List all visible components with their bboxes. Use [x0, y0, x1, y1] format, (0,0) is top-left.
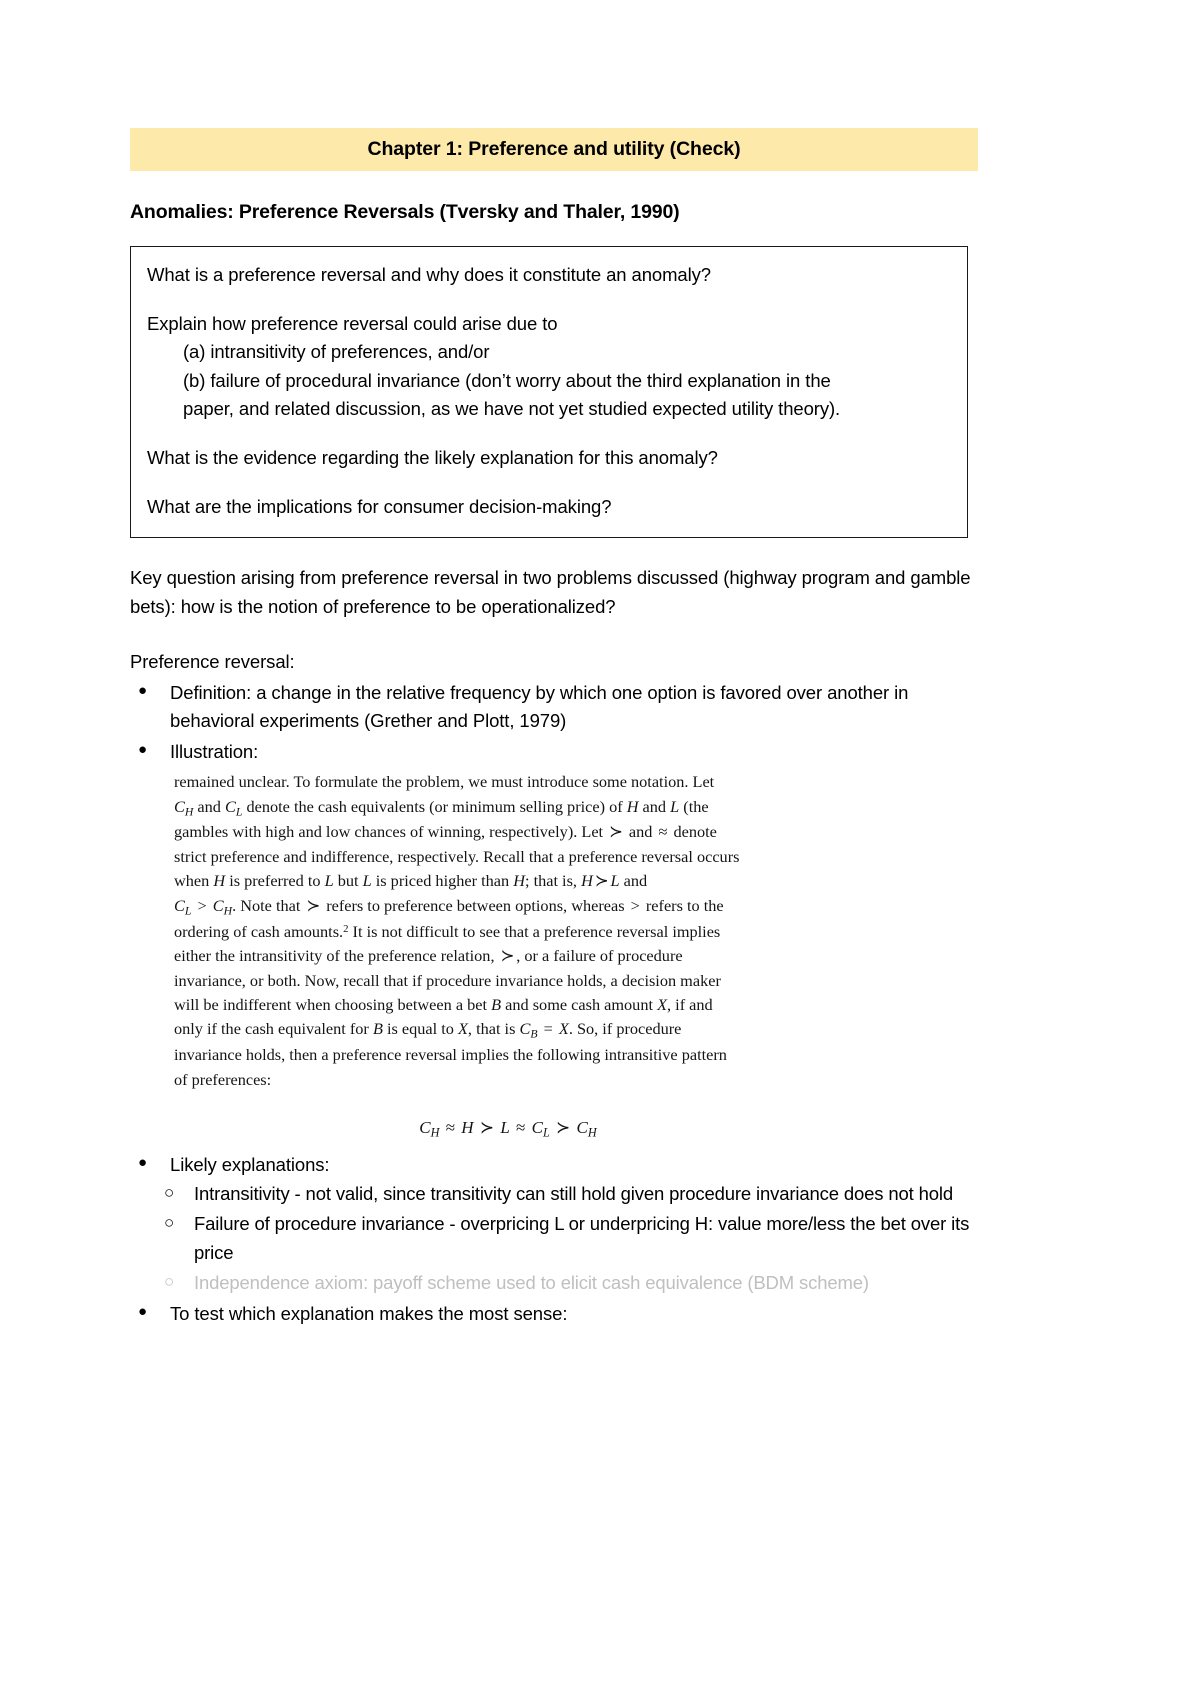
excerpt-line-2-c: and	[638, 796, 671, 816]
symbol-succ: ≻	[500, 946, 515, 966]
excerpt-line-6	[174, 894, 842, 920]
excerpt-line-11-b: is equal to	[386, 1019, 454, 1039]
symbol-c-b: $C_B$	[519, 1019, 538, 1041]
excerpt-line-7	[174, 920, 842, 944]
symbol-l: L	[324, 871, 334, 891]
symbol-approx: ≈	[516, 1118, 526, 1138]
excerpt-line-3-b: and	[628, 822, 653, 842]
bullet-dot-icon: ●	[138, 1302, 147, 1320]
excerpt-line-1	[174, 770, 842, 794]
symbol-c-h: $C_H$	[419, 1118, 440, 1140]
symbol-c-h: $C_H$	[576, 1118, 597, 1140]
symbol-succ: ≻	[556, 1118, 571, 1138]
symbol-l: L	[362, 871, 372, 891]
symbol-approx: ≈	[445, 1118, 456, 1138]
excerpt-line-2-b: denote the cash equivalents (or minimum selling price) of	[242, 796, 627, 816]
symbol-succ: ≻	[479, 1118, 495, 1138]
symbol-x: X	[558, 1019, 569, 1039]
excerpt-line-6-b: refers to preference between options, whereas	[326, 895, 625, 915]
symbol-b: B	[491, 994, 502, 1014]
excerpt-line-2-a: and	[193, 796, 225, 816]
symbol-gt: >	[630, 895, 640, 915]
sub-bullet-intransitivity	[156, 1180, 978, 1209]
excerpt-line-3	[174, 820, 842, 844]
symbol-b: B	[372, 1019, 383, 1039]
symbol-succ: ≻	[306, 895, 321, 915]
main-bullet-list	[130, 679, 978, 768]
symbol-c-l: $C_L$	[531, 1118, 550, 1140]
excerpt-line-4-text: strict preference and indifference, respectively. Recall that a preference reversal occurs	[174, 846, 740, 866]
explanations-bullet-list	[130, 1151, 978, 1180]
bullet-dot-icon: ●	[138, 1153, 147, 1171]
excerpt-line-10	[174, 993, 842, 1017]
symbol-gt: >	[197, 895, 207, 915]
question-box	[130, 246, 968, 538]
bullet-likely-explanations-text: Likely explanations:	[170, 1153, 330, 1175]
excerpt-line-11	[174, 1017, 842, 1043]
preference-reversal-label: Preference reversal:	[130, 650, 295, 672]
sub-bullet-intransitivity-text: Intransitivity - not valid, since transitivity can still hold given procedure invariance does not hold	[194, 1183, 954, 1205]
paper-excerpt	[174, 770, 842, 1092]
excerpt-line-3-a: gambles with high and low chances of winning, respectively). Let	[174, 822, 604, 842]
footnote-marker: 2	[343, 922, 349, 935]
symbol-c-h: $C_H$	[174, 796, 194, 818]
explanations-sub-list	[130, 1180, 978, 1297]
excerpt-line-4	[174, 845, 842, 869]
question-line-4: What is the evidence regarding the likely explanation for this anomaly?	[147, 446, 718, 468]
symbol-c-l: $C_L$	[174, 895, 192, 918]
symbol-succ: ≻	[609, 822, 623, 842]
excerpt-line-8-b: , or a failure of procedure	[516, 946, 683, 966]
excerpt-line-3-c: denote	[673, 822, 717, 842]
symbol-x: X	[457, 1019, 468, 1039]
document-content	[130, 128, 978, 1329]
excerpt-line-1-text: remained unclear. To formulate the problem, we must introduce some notation. Let	[174, 772, 715, 792]
sub-bullet-independence	[156, 1269, 978, 1298]
sub-bullet-independence-text: Independence axiom: payoff scheme used to elicit cash equivalence (BDM scheme)	[194, 1272, 869, 1293]
key-question-paragraph: Key question arising from preference reversal in two problems discussed (highway program and gamble bets): how is the notion of preference to be operationalized?	[130, 566, 971, 617]
excerpt-line-5-a: when	[174, 871, 210, 891]
excerpt-line-11-c: , that is	[467, 1019, 516, 1039]
symbol-approx: ≈	[658, 822, 668, 842]
bullet-illustration	[130, 738, 978, 767]
excerpt-line-9	[174, 969, 842, 993]
symbol-succ: ≻	[594, 871, 609, 891]
excerpt-line-13	[174, 1068, 842, 1092]
sub-bullet-failure-text: Failure of procedure invariance - overpricing L or underpricing H: value more/less the bet over its price	[194, 1213, 970, 1264]
excerpt-line-2	[174, 795, 842, 821]
excerpt-line-9-text: invariance, or both. Now, recall that if procedure invariance holds, a decision maker	[174, 970, 721, 990]
final-bullet-list	[130, 1300, 978, 1329]
excerpt-line-12	[174, 1043, 842, 1067]
excerpt-line-5-c: but	[337, 871, 359, 891]
spacer	[147, 289, 951, 310]
bullet-circle-icon: ○	[164, 1213, 175, 1233]
excerpt-line-13-text: of preferences:	[174, 1069, 272, 1089]
chapter-banner-title: Chapter 1: Preference and utility (Check)	[367, 138, 741, 160]
symbol-l: L	[500, 1118, 510, 1138]
excerpt-line-5-d: is priced higher than	[375, 871, 510, 891]
excerpt-line-5-e: ; that is,	[524, 871, 577, 891]
bullet-dot-icon: ●	[138, 741, 147, 759]
preference-pattern-equation	[174, 1118, 842, 1140]
excerpt-line-10-c: , if and	[667, 994, 713, 1014]
bullet-illustration-text: Illustration:	[170, 741, 259, 763]
question-line-5: What are the implications for consumer decision-making?	[147, 495, 612, 517]
symbol-h: H	[213, 871, 226, 891]
spacer	[147, 423, 951, 444]
excerpt-line-5	[174, 869, 842, 893]
excerpt-line-6-a: . Note that	[232, 895, 301, 915]
excerpt-line-7-a: ordering of cash amounts.	[174, 921, 344, 941]
bullet-dot-icon: ●	[138, 681, 147, 699]
symbol-equals: =	[543, 1019, 553, 1039]
question-line-1: What is a preference reversal and why does it constitute an anomaly?	[147, 264, 711, 286]
bullet-to-test	[130, 1300, 978, 1329]
section-subtitle: Anomalies: Preference Reversals (Tversky and Thaler, 1990)	[130, 201, 680, 224]
bullet-circle-icon: ○	[164, 1183, 175, 1203]
bullet-to-test-text: To test which explanation makes the most sense:	[170, 1302, 568, 1324]
excerpt-line-5-f: and	[623, 871, 648, 891]
bullet-definition-text: Definition: a change in the relative frequency by which one option is favored over another in behavioral experiments (Grether and Plott, 1979)	[170, 681, 909, 732]
bullet-circle-icon: ○	[164, 1272, 175, 1291]
symbol-h: H	[626, 796, 639, 816]
symbol-h: H	[461, 1118, 474, 1138]
excerpt-line-2-d: (the	[679, 796, 709, 816]
question-line-3b: (b) failure of procedural invariance (don’t worry about the third explanation in the	[183, 369, 831, 391]
symbol-h: H	[513, 871, 525, 891]
question-line-2: Explain how preference reversal could arise due to	[147, 313, 558, 335]
symbol-c-h: $C_H$	[212, 895, 233, 918]
excerpt-line-8-a: either the intransitivity of the preference relation,	[174, 946, 495, 966]
sub-bullet-failure	[156, 1210, 978, 1268]
excerpt-line-10-b: and some cash amount	[505, 994, 653, 1014]
excerpt-line-12-text: invariance holds, then a preference reversal implies the following intransitive pattern	[174, 1045, 727, 1065]
chapter-banner	[130, 128, 978, 171]
excerpt-line-7-b: It is not difficult to see that a preference reversal implies	[348, 921, 721, 941]
bullet-definition	[130, 679, 978, 737]
symbol-h: H	[581, 871, 593, 891]
symbol-l: L	[670, 796, 680, 816]
excerpt-line-11-a: only if the cash equivalent for	[174, 1019, 369, 1039]
spacer	[147, 472, 951, 493]
excerpt-line-5-b: is preferred to	[229, 871, 321, 891]
excerpt-line-10-a: will be indifferent when choosing between a bet	[174, 994, 488, 1014]
question-line-3a: (a) intransitivity of preferences, and/or	[183, 341, 490, 363]
excerpt-line-11-d: . So, if procedure	[568, 1019, 682, 1039]
question-line-3c: paper, and related discussion, as we have not yet studied expected utility theory).	[183, 397, 841, 419]
bullet-likely-explanations	[130, 1151, 978, 1180]
excerpt-line-6-c: refers to the	[645, 895, 724, 915]
excerpt-line-8	[174, 944, 842, 968]
symbol-x: X	[657, 994, 668, 1014]
symbol-l: L	[610, 871, 620, 891]
symbol-c-l: $C_L$	[225, 796, 243, 818]
